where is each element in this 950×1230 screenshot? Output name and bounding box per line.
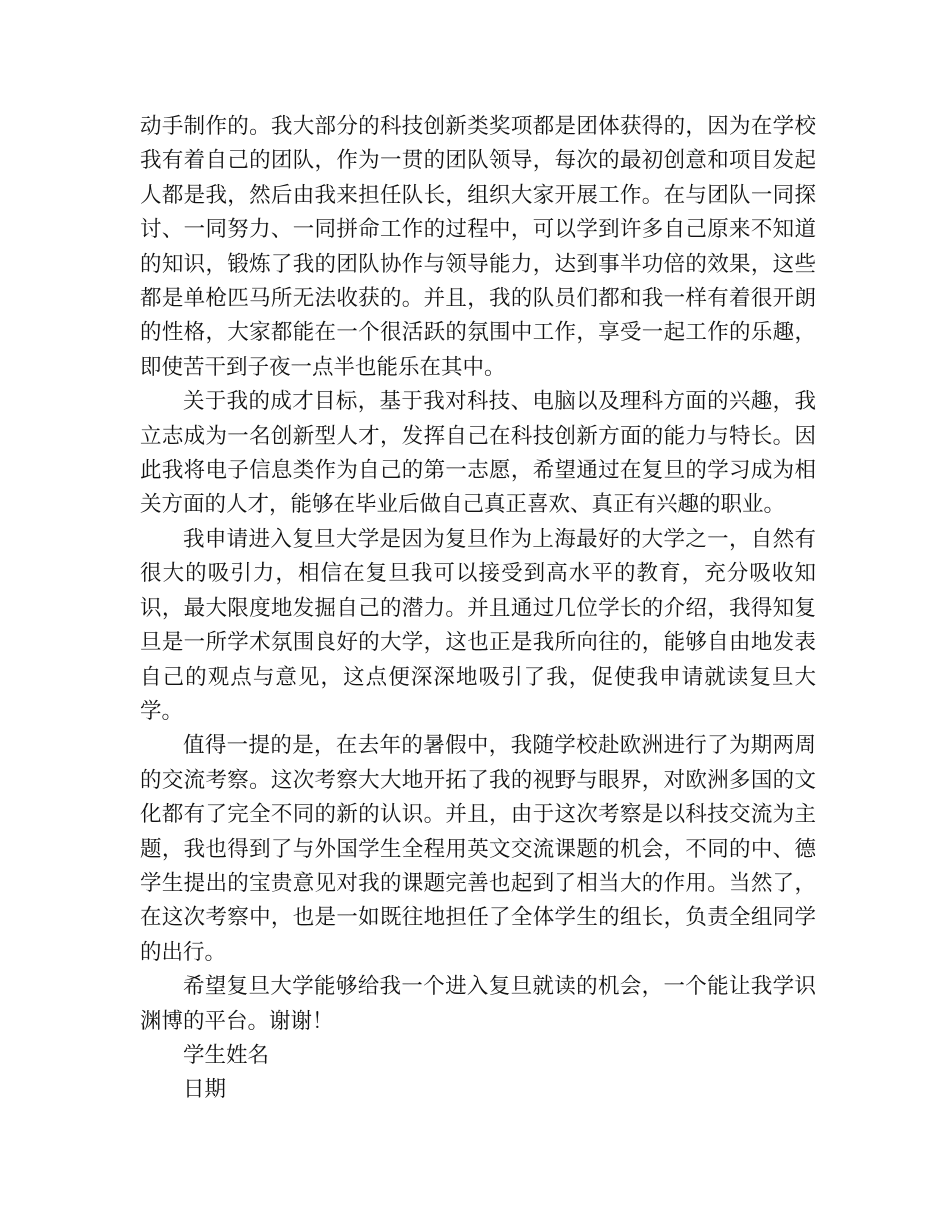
signature-name: 学生姓名 (183, 1042, 270, 1068)
paragraph-teamwork: 动手制作的。我大部分的科技创新类奖项都是团体获得的，因为在学校我有着自己的团队，作为一贯的团队领导，每次的最初创意和项目发起人都是我，然后由我来担任队长，组织大家开展工作。在与团队一同探讨、一同努力、一同拼命工作的过程中，可以学到许多自己原来不知道的知识，锻炼了我的团队协作与领导能力，达到事半功倍的效果，这些都是单枪匹马所无法收获的。并且，我的队员们都和我一样有着很开朗的性格，大家都能在一个很活跃的氛围中工作，享受一起工作的乐趣，即使苦干到子夜一点半也能乐在其中。 (140, 114, 816, 380)
paragraph-europe-exchange: 值得一提的是，在去年的暑假中，我随学校赴欧洲进行了为期两周的交流考察。这次考察大大地开拓了我的视野与眼界，对欧洲多国的文化都有了完全不同的新的认识。并且，由于这次考察是以科技交流为主题，我也得到了与外国学生全程用英文交流课题的机会，不同的中、德学生提出的宝贵意见对我的课题完善也起到了相当大的作用。当然了，在这次考察中，也是一如既往地担任了全体学生的组长，负责全组同学的出行。 (140, 733, 816, 965)
document-body (140, 110, 816, 1108)
paragraph-career-goal: 关于我的成才目标，基于我对科技、电脑以及理科方面的兴趣，我立志成为一名创新型人才，发挥自己在科技创新方面的能力与特长。因此我将电子信息类作为自己的第一志愿，希望通过在复旦的学习成为相关方面的人才，能够在毕业后做自己真正喜欢、真正有兴趣的职业。 (140, 389, 816, 518)
paragraph-application-reason: 我申请进入复旦大学是因为复旦作为上海最好的大学之一，自然有很大的吸引力，相信在复旦我可以接受到高水平的教育，充分吸收知识，最大限度地发掘自己的潜力。并且通过几位学长的介绍，我得知复旦是一所学术氛围良好的大学，这也正是我所向往的，能够自由地发表自己的观点与意见，这点便深深地吸引了我，促使我申请就读复旦大学。 (140, 526, 816, 724)
signature-date: 日期 (183, 1077, 227, 1103)
paragraph-closing: 希望复旦大学能够给我一个进入复旦就读的机会，一个能让我学识渊博的平台。谢谢！ (140, 974, 816, 1034)
